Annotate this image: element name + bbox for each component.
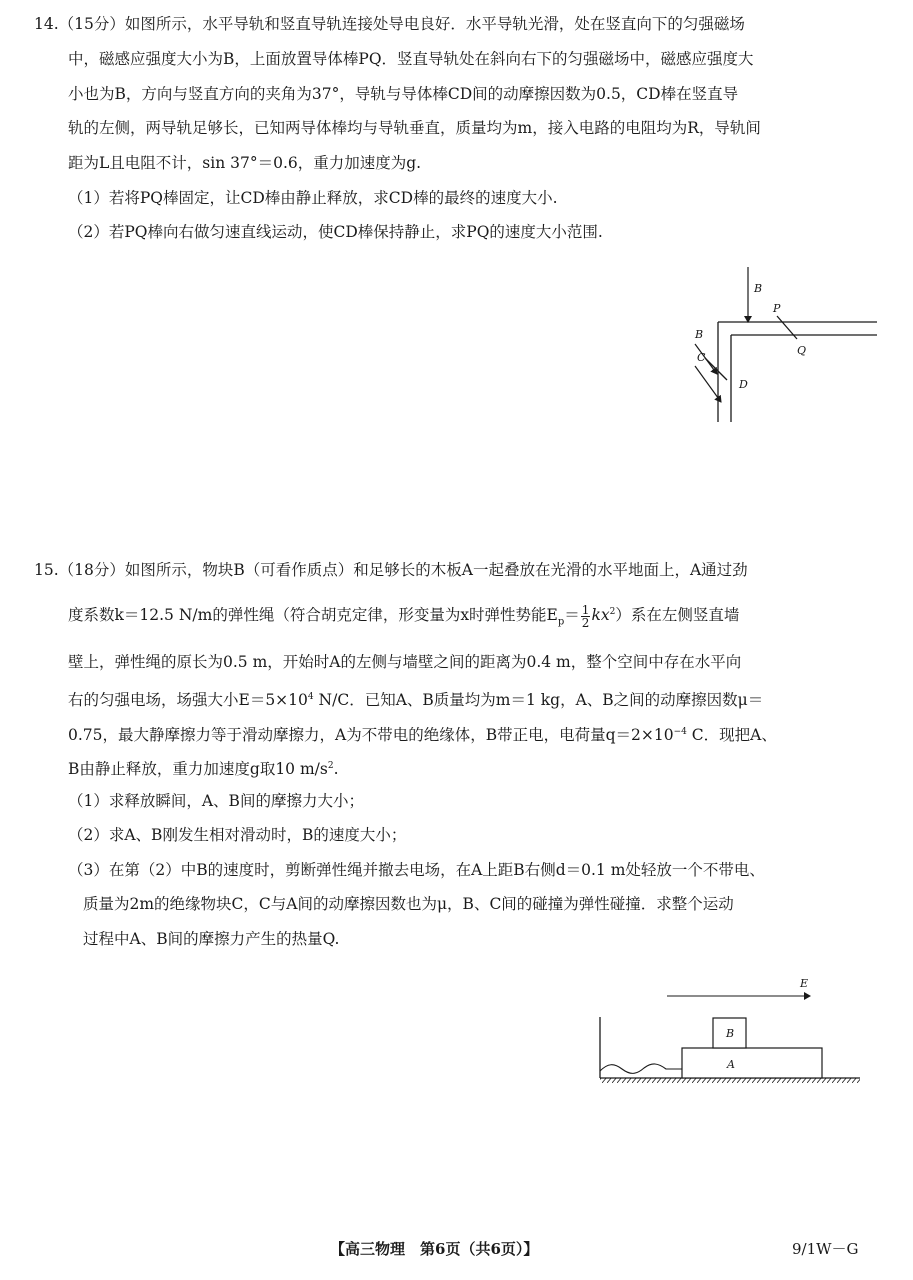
q14-fig-label-b-top: B bbox=[754, 282, 763, 295]
q14-fig-label-c: C bbox=[697, 351, 706, 364]
q14-fig-label-b-left: B bbox=[695, 328, 704, 341]
q14-fig-label-p: P bbox=[773, 302, 781, 315]
q15-figure bbox=[592, 975, 867, 1090]
q15-line-3: 壁上，弹性绳的原长为0.5 m，开始时A的左侧与墙壁之间的距离为0.4 m，整个空间中存在水平向 bbox=[68, 653, 742, 671]
q15-line-6-sup: 2 bbox=[327, 761, 334, 771]
q14-fig-label-q: Q bbox=[797, 344, 807, 357]
q14-fig-label-d: D bbox=[739, 378, 748, 391]
q15-line-1: 15.（18分）如图所示，物块B（可看作质点）和足够长的木板A一起叠放在光滑的水平地面上，A通过劲 bbox=[34, 561, 748, 579]
q15-sub-2: （2）求A、B刚发生相对滑动时，B的速度大小； bbox=[68, 826, 407, 844]
q15-sub-3-line-1: （3）在第（2）中B的速度时，剪断弹性绳并撤去电场，在A上距B右侧d＝0.1 m处轻放一个不带电、 bbox=[68, 861, 765, 879]
q15-line-6-b: . bbox=[333, 760, 339, 779]
q15-line-5 bbox=[68, 722, 777, 745]
q15-ep-subscript: p bbox=[557, 616, 565, 628]
q14-sub-1: （1）若将PQ棒固定，让CD棒由静止释放，求CD棒的最终的速度大小. bbox=[68, 189, 558, 207]
q15-frac-den: 2 bbox=[581, 615, 590, 630]
q15-line-4-b: N/C．已知A、B质量均为m＝1 kg，A、B之间的动摩擦因数μ＝ bbox=[313, 691, 764, 710]
q15-line-2-sup: 2 bbox=[609, 607, 616, 617]
footer-page-info: 【高三物理 第6页（共6页）】 bbox=[330, 1240, 539, 1258]
q15-line-4 bbox=[68, 687, 763, 710]
q15-line-6 bbox=[68, 756, 339, 779]
q15-line-5-sup: −4 bbox=[673, 727, 687, 737]
q15-line-2-a: 度系数k＝12.5 N/m的弹性绳（符合胡克定律，形变量为x时弹性势能E bbox=[68, 606, 558, 625]
q15-line-4-a: 右的匀强电场，场强大小E＝5×10 bbox=[68, 691, 308, 710]
q15-line-2 bbox=[68, 602, 739, 632]
q15-line-2-c: ）系在左侧竖直墙 bbox=[615, 606, 740, 625]
q14-figure bbox=[685, 262, 885, 442]
q14-line-4: 轨的左侧，两导轨足够长，已知两导体棒均与导轨垂直，质量均为m，接入电路的电阻均为R，导轨间 bbox=[68, 119, 761, 137]
q15-sub-3-line-3: 过程中A、B间的摩擦力产生的热量Q. bbox=[83, 930, 340, 948]
q14-line-5: 距为L且电阻不计，sin 37°＝0.6，重力加速度为g. bbox=[68, 154, 422, 172]
q14-line-1: 14.（15分）如图所示，水平导轨和竖直导轨连接处导电良好．水平导轨光滑，处在竖直向下的匀强磁场 bbox=[34, 15, 745, 33]
q15-equals: ＝ bbox=[564, 606, 580, 625]
q15-line-4-sup: 4 bbox=[307, 692, 314, 702]
q14-line-3: 小也为B，方向与竖直方向的夹角为37°，导轨与导体棒CD间的动摩擦因数为0.5，CD棒在竖直导 bbox=[68, 85, 739, 103]
q15-line-5-b: C．现把A、 bbox=[686, 726, 777, 745]
q15-sub-1: （1）求释放瞬间，A、B间的摩擦力大小； bbox=[68, 792, 364, 810]
q15-line-5-a: 0.75，最大静摩擦力等于滑动摩擦力，A为不带电的绝缘体，B带正电，电荷量q＝2×10 bbox=[68, 726, 674, 745]
footer-code: 9/1W－G bbox=[792, 1240, 859, 1258]
q15-line-6-a: B由静止释放，重力加速度g取10 m/s bbox=[68, 760, 328, 779]
q15-fig-label-e: E bbox=[800, 977, 809, 990]
q15-frac-num: 1 bbox=[581, 602, 590, 617]
q15-fig-label-b: B bbox=[726, 1027, 735, 1040]
q14-sub-2: （2）若PQ棒向右做匀速直线运动，使CD棒保持静止，求PQ的速度大小范围. bbox=[68, 223, 603, 241]
q15-fraction bbox=[581, 604, 591, 629]
q14-line-2: 中，磁感应强度大小为B，上面放置导体棒PQ．竖直导轨处在斜向右下的匀强磁场中，磁感应强度大 bbox=[68, 50, 754, 68]
q15-fig-label-a: A bbox=[727, 1058, 735, 1071]
q15-sub-3-line-2: 质量为2m的绝缘物块C，C与A间的动摩擦因数也为μ，B、C间的碰撞为弹性碰撞．求整个运动 bbox=[83, 895, 734, 913]
q15-line-2-b: kx bbox=[591, 606, 610, 625]
